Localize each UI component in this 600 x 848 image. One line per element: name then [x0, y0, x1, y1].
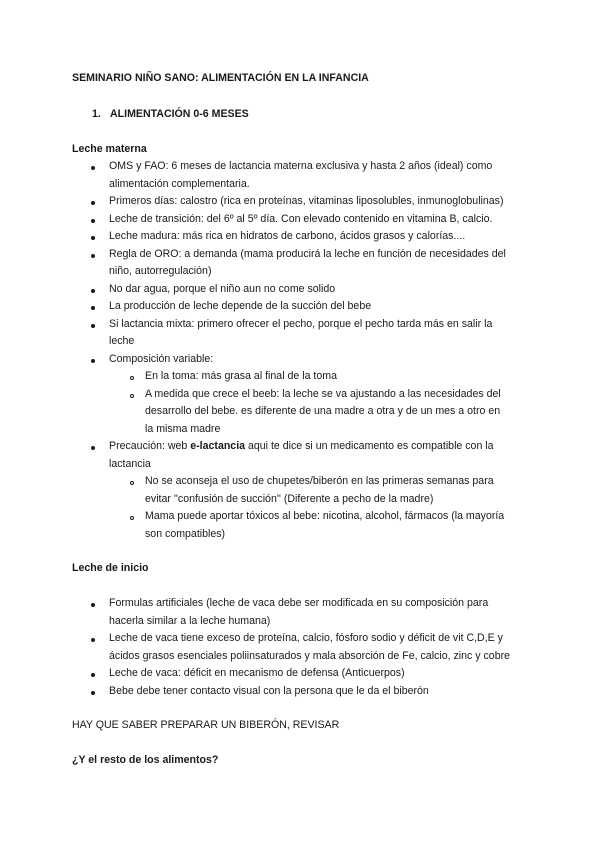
sub-bullet-ring — [130, 376, 134, 380]
list-item-line: Bebe debe tener contacto visual con la persona que le da el biberón — [109, 684, 429, 697]
bullet-dot — [91, 446, 95, 450]
bullet-dot — [91, 638, 95, 642]
list-item-line: Leche de vaca tiene exceso de proteína, calcio, fósforo sodio y déficit de vit C,D,E y — [109, 632, 503, 644]
bullet-dot — [91, 691, 95, 695]
list-item-line: La producción de leche depende de la succión del bebe — [109, 300, 372, 312]
list-item-line: Composición variable: — [109, 352, 214, 365]
sub-list-item-line: En la toma: más grasa al final de la toma — [145, 370, 337, 382]
bullet-dot — [91, 306, 95, 310]
bullet-dot — [91, 324, 95, 328]
document-title: SEMINARIO NIÑO SANO: ALIMENTACIÓN EN LA INFANCIA — [72, 72, 369, 84]
bullet-dot — [91, 359, 95, 363]
list-item-line: Leche de vaca: déficit en mecanismo de defensa (Anticuerpos) — [109, 667, 405, 679]
sub-list-item-line: A medida que crece el beeb: la leche se va ajustando a las necesidades del — [145, 387, 501, 400]
list-item-line: Formulas artificiales (leche de vaca debe ser modificada en su composición para — [109, 597, 489, 609]
sub-list-item-line: evitar ''confusión de succión'' (Diferente a pecho de la madre) — [145, 492, 434, 505]
list-item-line: niño, autorregulación) — [109, 265, 212, 277]
precaucion-prefix: Precaución: web — [109, 440, 191, 452]
sub-list-item-line: Mama puede aportar tóxicos al bebe: nicotina, alcohol, fármacos (la mayoría — [145, 510, 505, 522]
e-lactancia-link-text: e-lactancia — [190, 440, 246, 452]
precaucion-line: lactancia — [109, 457, 151, 470]
bullet-dot — [91, 254, 95, 258]
list-item-line: Regla de ORO: a demanda (mama producirá la leche en función de necesidades del — [109, 247, 506, 260]
sub-list-item-line: son compatibles) — [145, 527, 226, 540]
precaucion-suffix: aqui te dice si un medicamento es compatible con la — [245, 440, 494, 452]
sub-bullet-ring — [130, 394, 134, 398]
list-item-line: Leche madura: más rica en hidratos de carbono, ácidos grasos y calorías.... — [109, 230, 466, 242]
list-item-line: hacerla similar a la leche humana) — [109, 614, 271, 627]
list-item-line: alimentación complementaria. — [109, 177, 250, 190]
sub-bullet-ring — [130, 516, 134, 520]
bullet-dot — [91, 236, 95, 240]
sub-bullet-ring — [130, 481, 134, 485]
note-text: HAY QUE SABER PREPARAR UN BIBERÓN, REVISAR — [72, 719, 340, 731]
bullet-dot — [91, 201, 95, 205]
list-item-line: leche — [109, 335, 135, 347]
list-item-line: ácidos grasos esenciales poliinsaturados y mala absorción de Fe, calcio, zinc y cobre — [109, 649, 511, 662]
list-item-line: Si lactancia mixta: primero ofrecer el pecho, porque el pecho tarda más en salir la — [109, 317, 493, 330]
list-item-line: OMS y FAO: 6 meses de lactancia materna exclusiva y hasta 2 años (ideal) como — [109, 160, 493, 172]
sub-list-item-line: No se aconseja el uso de chupetes/biberón en las primeras semanas para — [145, 475, 494, 487]
bullet-dot — [91, 219, 95, 223]
sub-list-item-line: desarrollo del bebe. es diferente de una madre a otra y de un mes a otro en — [145, 405, 501, 417]
leche-materna-heading: Leche materna — [72, 143, 147, 155]
leche-inicio-heading: Leche de inicio — [72, 562, 149, 574]
list-item-line: Leche de transición: del 6º al 5º día. Con elevado contenido en vitamina B, calcio. — [109, 212, 493, 225]
bullet-dot — [91, 603, 95, 607]
precaucion-line — [109, 438, 494, 456]
question-heading: ¿Y el resto de los alimentos? — [72, 754, 219, 766]
bullet-dot — [91, 166, 95, 170]
section-number: 1. — [92, 108, 101, 120]
sub-list-item-line: la misma madre — [145, 422, 221, 435]
section-heading: ALIMENTACIÓN 0-6 MESES — [110, 108, 249, 120]
bullet-dot — [91, 673, 95, 677]
list-item-line: Primeros días: calostro (rica en proteínas, vitaminas liposolubles, inmunoglobulinas) — [109, 195, 504, 207]
list-item-line: No dar agua, porque el niño aun no come solido — [109, 282, 336, 295]
bullet-dot — [91, 289, 95, 293]
